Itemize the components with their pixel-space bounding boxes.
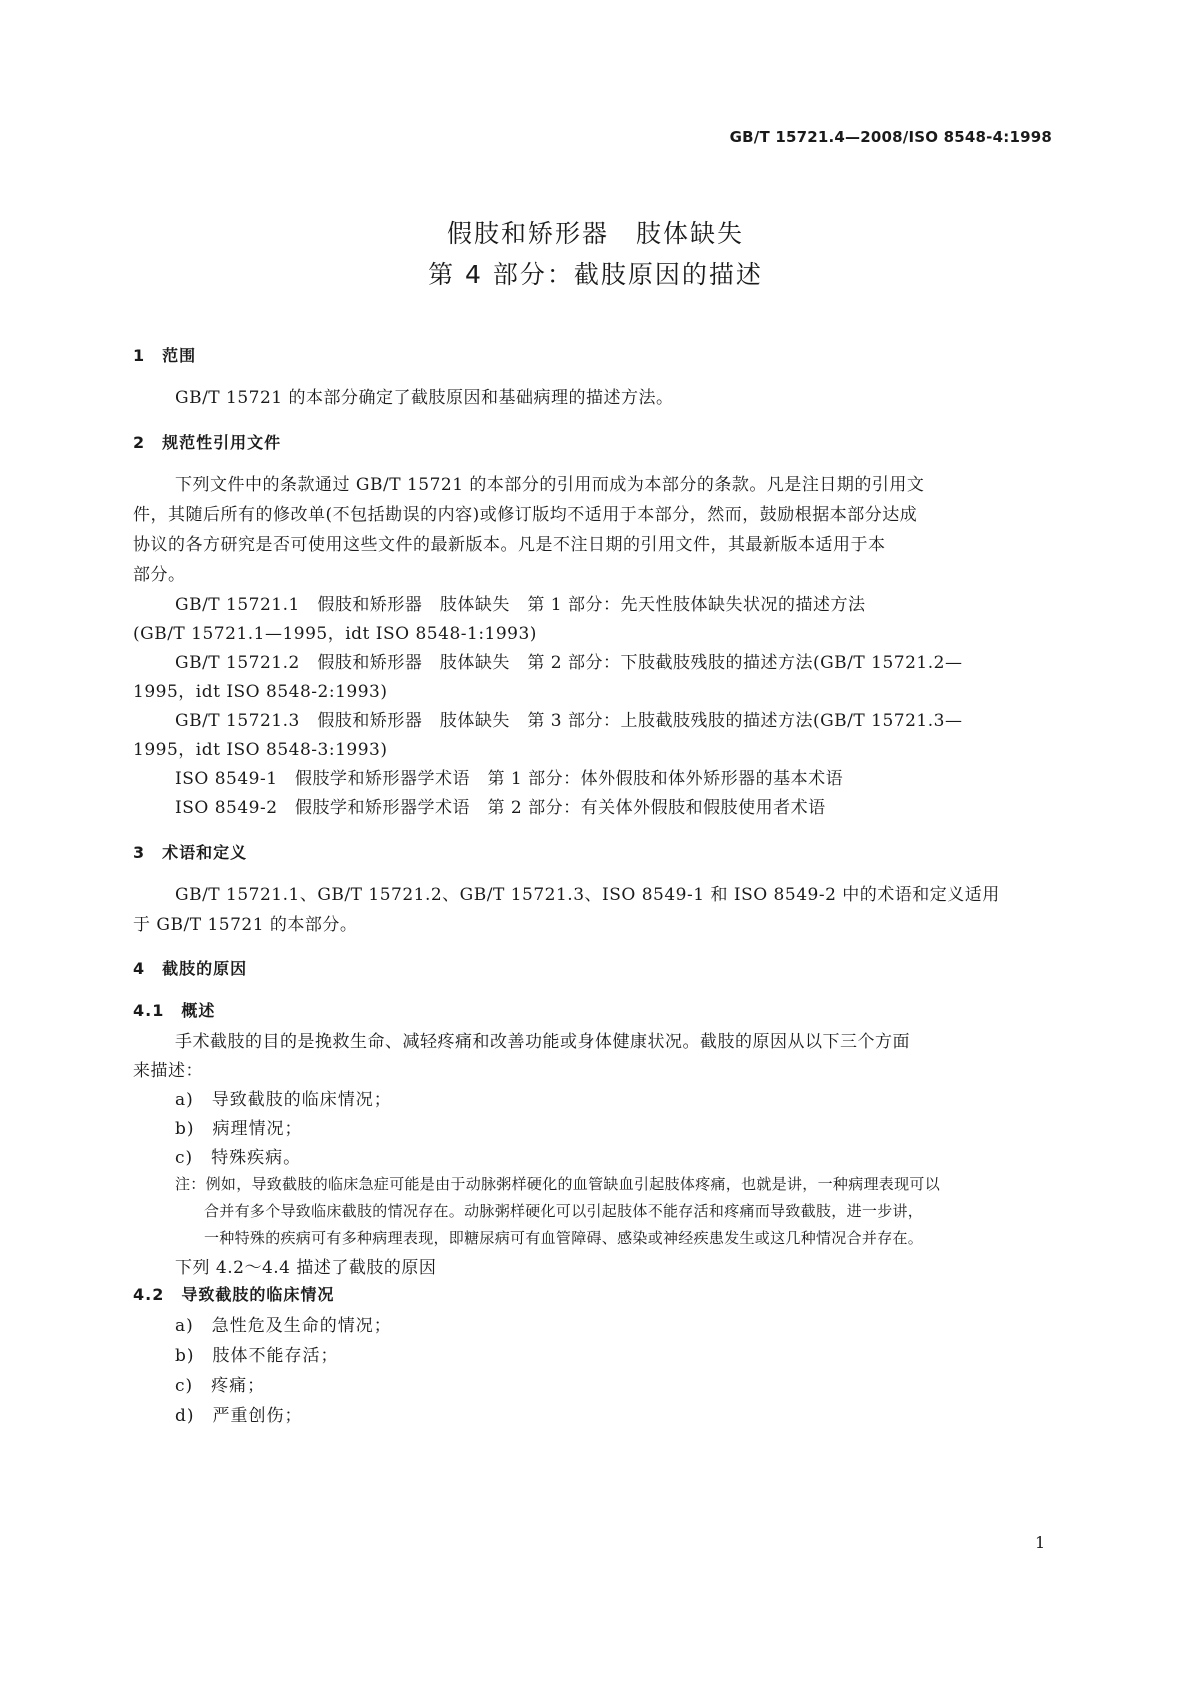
reference-line: GB/T 15721.2 假肢和矫形器 肢体缺失 第 2 部分：下肢截肢残肢的描述方法(GB/T 15721.2— xyxy=(175,653,963,673)
note-line: 注：例如，导致截肢的临床急症可能是由于动脉粥样硬化的血管缺血引起肢体疼痛，也就是讲，一种病理表现可以 xyxy=(175,1175,941,1193)
doc-title-line-1: 假肢和矫形器 肢体缺失 xyxy=(446,219,744,248)
section-2-intro-line: 件，其随后所有的修改单(不包括勘误的内容)或修订版均不适用于本部分，然而，鼓励根据本部分达成 xyxy=(133,505,918,525)
note-line: 一种特殊的疾病可有多种病理表现，即糖尿病可有血管障碍、感染或神经疾患发生或这几种情况合并存在。 xyxy=(204,1229,924,1247)
section-4-1-text-line: 手术截肢的目的是挽救生命、减轻疼痛和改善功能或身体健康状况。截肢的原因从以下三个方面 xyxy=(175,1032,910,1052)
list-item: a) 导致截肢的临床情况； xyxy=(175,1090,392,1110)
section-1-heading: 1 范围 xyxy=(133,346,197,365)
section-2-intro-line: 下列文件中的条款通过 GB/T 15721 的本部分的引用而成为本部分的条款。凡是注日期的引用文 xyxy=(175,475,925,495)
list-item: c) 特殊疾病。 xyxy=(175,1148,302,1168)
list-item: b) 肢体不能存活； xyxy=(175,1346,339,1366)
page-number: 1 xyxy=(1035,1533,1046,1552)
reference-line: (GB/T 15721.1—1995，idt ISO 8548-1:1993) xyxy=(133,624,537,644)
section-3-text-line: 于 GB/T 15721 的本部分。 xyxy=(133,915,358,935)
list-item: d) 严重创伤； xyxy=(175,1406,303,1426)
section-4-1-after-text: 下列 4.2～4.4 描述了截肢的原因 xyxy=(175,1258,437,1278)
standard-code-header: GB/T 15721.4—2008/ISO 8548-4:1998 xyxy=(729,128,1052,146)
section-3-text-line: GB/T 15721.1、GB/T 15721.2、GB/T 15721.3、ISO 8549-1 和 ISO 8549-2 中的术语和定义适用 xyxy=(175,885,1000,905)
doc-title-line-2: 第 4 部分：截肢原因的描述 xyxy=(428,260,763,289)
list-item: b) 病理情况； xyxy=(175,1119,303,1139)
section-2-intro-line: 部分。 xyxy=(133,565,186,585)
reference-line: ISO 8549-2 假肢学和矫形器学术语 第 2 部分：有关体外假肢和假肢使用者术语 xyxy=(175,798,826,818)
section-2-intro-line: 协议的各方研究是否可使用这些文件的最新版本。凡是不注日期的引用文件，其最新版本适用于本 xyxy=(133,535,886,555)
reference-line: GB/T 15721.3 假肢和矫形器 肢体缺失 第 3 部分：上肢截肢残肢的描述方法(GB/T 15721.3— xyxy=(175,711,963,731)
section-3-heading: 3 术语和定义 xyxy=(133,843,248,862)
section-4-2-heading: 4.2 导致截肢的临床情况 xyxy=(133,1285,335,1304)
section-2-heading: 2 规范性引用文件 xyxy=(133,433,282,452)
note-line: 合并有多个导致临床截肢的情况存在。动脉粥样硬化可以引起肢体不能存活和疼痛而导致截肢，进一步讲， xyxy=(204,1202,924,1220)
section-4-heading: 4 截肢的原因 xyxy=(133,959,248,978)
reference-line: GB/T 15721.1 假肢和矫形器 肢体缺失 第 1 部分：先天性肢体缺失状况的描述方法 xyxy=(175,595,866,615)
reference-line: 1995，idt ISO 8548-2:1993) xyxy=(133,682,388,702)
section-4-1-heading: 4.1 概述 xyxy=(133,1001,216,1020)
section-4-1-text-line: 来描述： xyxy=(133,1061,203,1081)
reference-line: ISO 8549-1 假肢学和矫形器学术语 第 1 部分：体外假肢和体外矫形器的基本术语 xyxy=(175,769,844,789)
list-item: c) 疼痛； xyxy=(175,1376,266,1396)
reference-line: 1995，idt ISO 8548-3:1993) xyxy=(133,740,388,760)
list-item: a) 急性危及生命的情况； xyxy=(175,1316,392,1336)
section-1-text: GB/T 15721 的本部分确定了截肢原因和基础病理的描述方法。 xyxy=(175,388,674,408)
